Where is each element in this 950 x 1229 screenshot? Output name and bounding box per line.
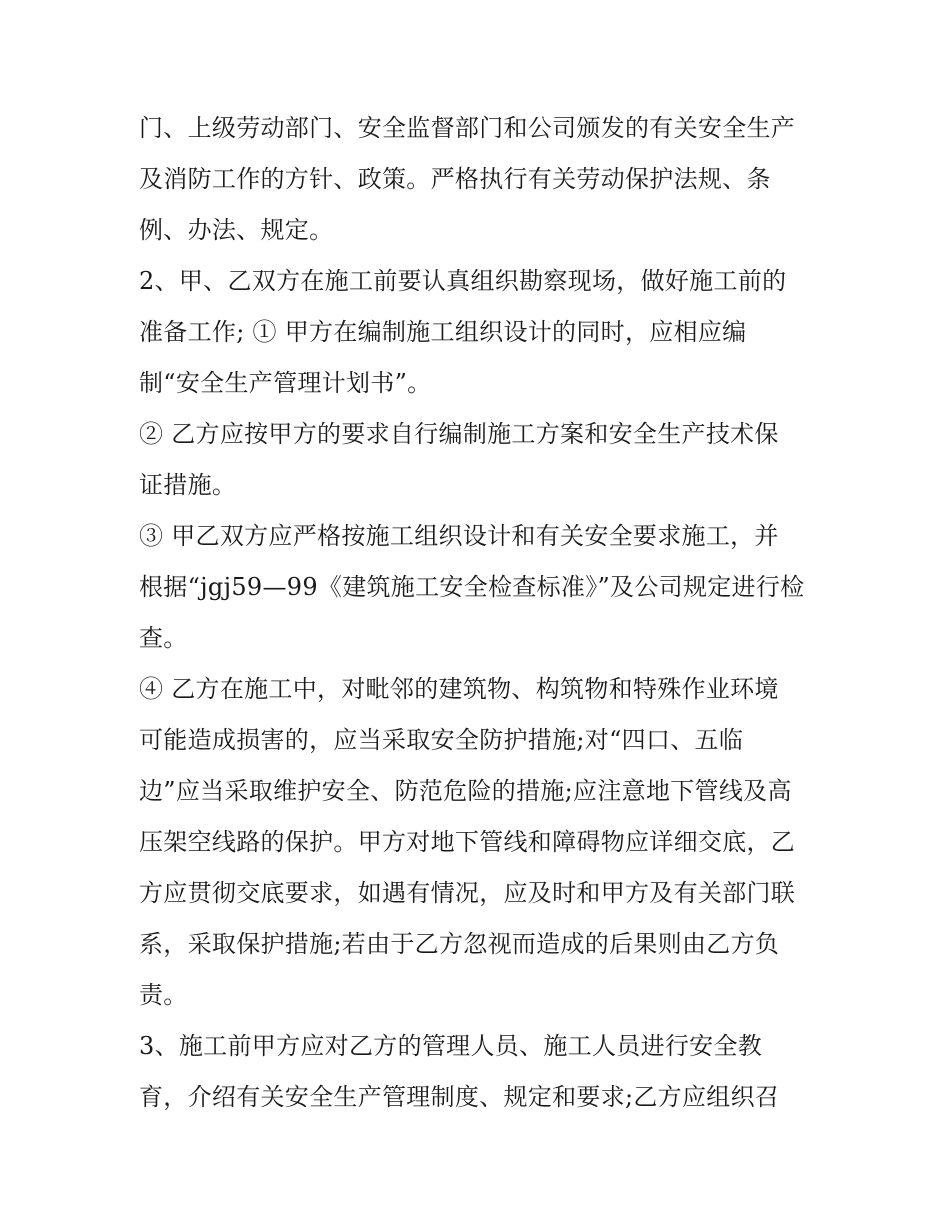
text-line: 责。 [139,981,188,1009]
text-line: 育，介绍有关安全生产管理制度、规定和要求;乙方应组织召 [139,1083,780,1111]
body-text [139,103,829,1123]
text-line: 准备工作; ① 甲方在编制施工组织设计的同时，应相应编 [139,318,747,346]
text-line: 根据“jgj59—99《建筑施工安全检查标准》”及公司规定进行检 [139,573,805,601]
text-line: 可能造成损害的，应当采取安全防护措施;对“四口、五临 [139,726,744,754]
text-line: ④ 乙方在施工中，对毗邻的建筑物、构筑物和特殊作业环境 [139,675,779,703]
text-line: 及消防工作的方针、政策。严格执行有关劳动保护法规、条 [139,165,771,193]
text-line: 边”应当采取维护安全、防范危险的措施;应注意地下管线及高 [139,777,792,805]
text-line: 3、施工前甲方应对乙方的管理人员、施工人员进行安全教 [139,1032,763,1060]
text-line: 例、办法、规定。 [139,216,334,244]
text-line: 查。 [139,624,188,652]
text-line: ③ 甲乙双方应严格按施工组织设计和有关安全要求施工，并 [139,522,779,550]
text-line: 方应贯彻交底要求，如遇有情况，应及时和甲方及有关部门联 [139,879,796,907]
text-line: 门、上级劳动部门、安全监督部门和公司颁发的有关安全生产 [139,114,796,142]
text-line: 压架空线路的保护。甲方对地下管线和障碍物应详细交底，乙 [139,828,796,856]
text-line: ② 乙方应按甲方的要求自行编制施工方案和安全生产技术保 [139,420,779,448]
text-line: 2、甲、乙双方在施工前要认真组织勘察现场，做好施工前的 [139,267,787,295]
text-line: 系，采取保护措施;若由于乙方忽视而造成的后果则由乙方负 [139,930,780,958]
text-line: 制“安全生产管理计划书”。 [139,369,432,397]
text-line: 证措施。 [139,471,237,499]
